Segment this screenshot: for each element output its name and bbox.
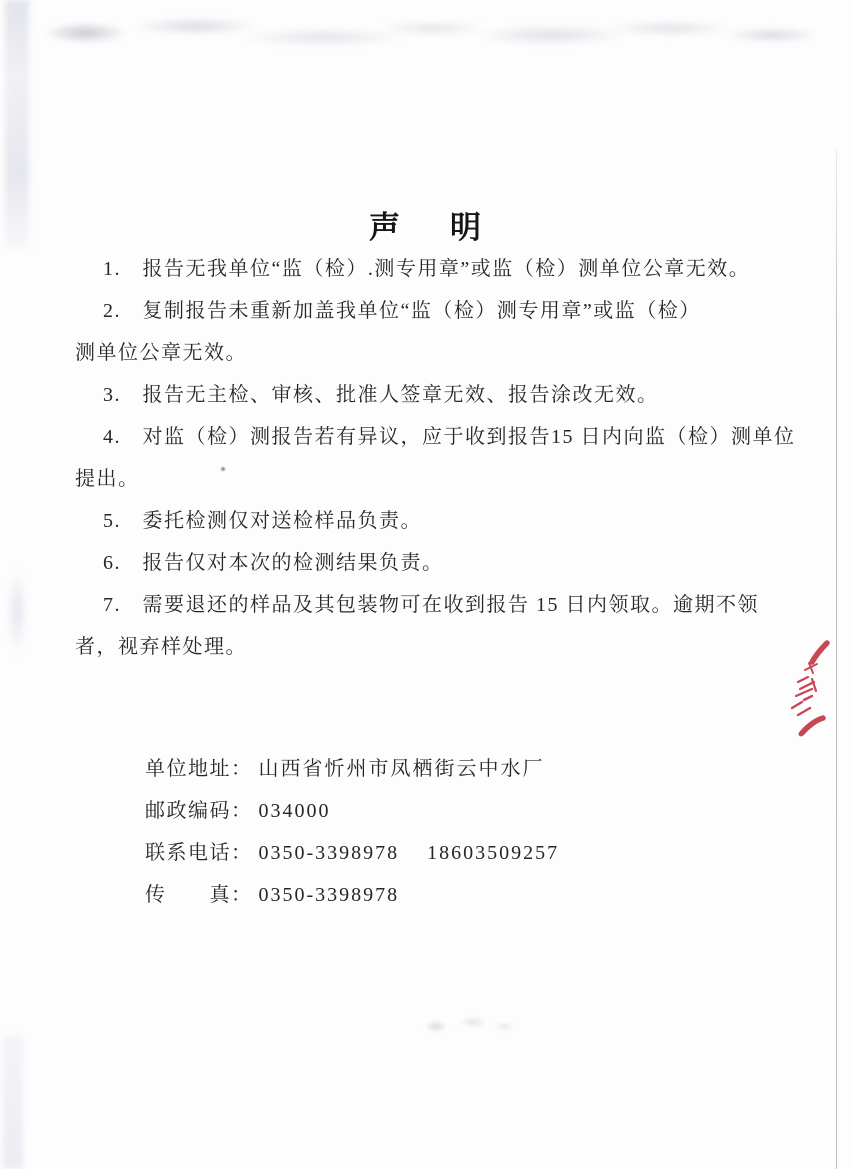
contact-phone-label: 联系电话： — [145, 842, 253, 864]
contact-address-label: 单位地址： — [145, 758, 253, 780]
statement-item-6-line-1: 6. 报告仅对本次的检测结果负责。 — [103, 552, 444, 574]
statement-item-4-line-1: 4. 对监（检）测报告若有异议，应于收到报告15 日内向监（检）测单位 — [103, 426, 796, 448]
contact-info — [105, 706, 850, 906]
contact-postcode-value: 034000 — [258, 800, 331, 822]
statement-title — [0, 204, 850, 244]
statement-title-char-1: 声 — [369, 209, 400, 245]
statement-items — [75, 248, 796, 668]
statement-item-3-line-1: 3. 报告无主检、审核、批准人签章无效、报告涂改无效。 — [103, 384, 659, 406]
contact-fax-label: 传 真： — [145, 884, 253, 906]
statement-title-char-2: 明 — [450, 209, 481, 245]
statement-item-4-line-2: 提出。 — [75, 468, 140, 490]
contact-address-value: 山西省忻州市凤栖街云中水厂 — [258, 758, 545, 780]
scan-artifact-left-smudge-bottom — [3, 1035, 23, 1169]
statement-item-2-line-2: 测单位公章无效。 — [75, 342, 247, 364]
statement-item-7-line-2: 者，视弃样处理。 — [75, 636, 247, 658]
statement-item-2-line-1: 2. 复制报告未重新加盖我单位“监（检）测专用章”或监（检） — [103, 300, 701, 322]
scan-artifact-ghost-smudge — [415, 1010, 520, 1040]
contact-fax-value: 0350-3398978 — [258, 884, 400, 906]
statement-item-7-line-1: 7. 需要退还的样品及其包装物可在收到报告 15 日内领取。逾期不领 — [103, 594, 759, 616]
statement-item-1-line-1: 1. 报告无我单位“监（检）.测专用章”或监（检）测单位公章无效。 — [103, 258, 751, 280]
contact-phone-value: 0350-3398978 18603509257 — [258, 842, 560, 864]
statement-item-5-line-1: 5. 委托检测仅对送检样品负责。 — [103, 510, 422, 532]
contact-postcode-label: 邮政编码： — [145, 800, 253, 822]
contact-row-address — [105, 706, 850, 780]
